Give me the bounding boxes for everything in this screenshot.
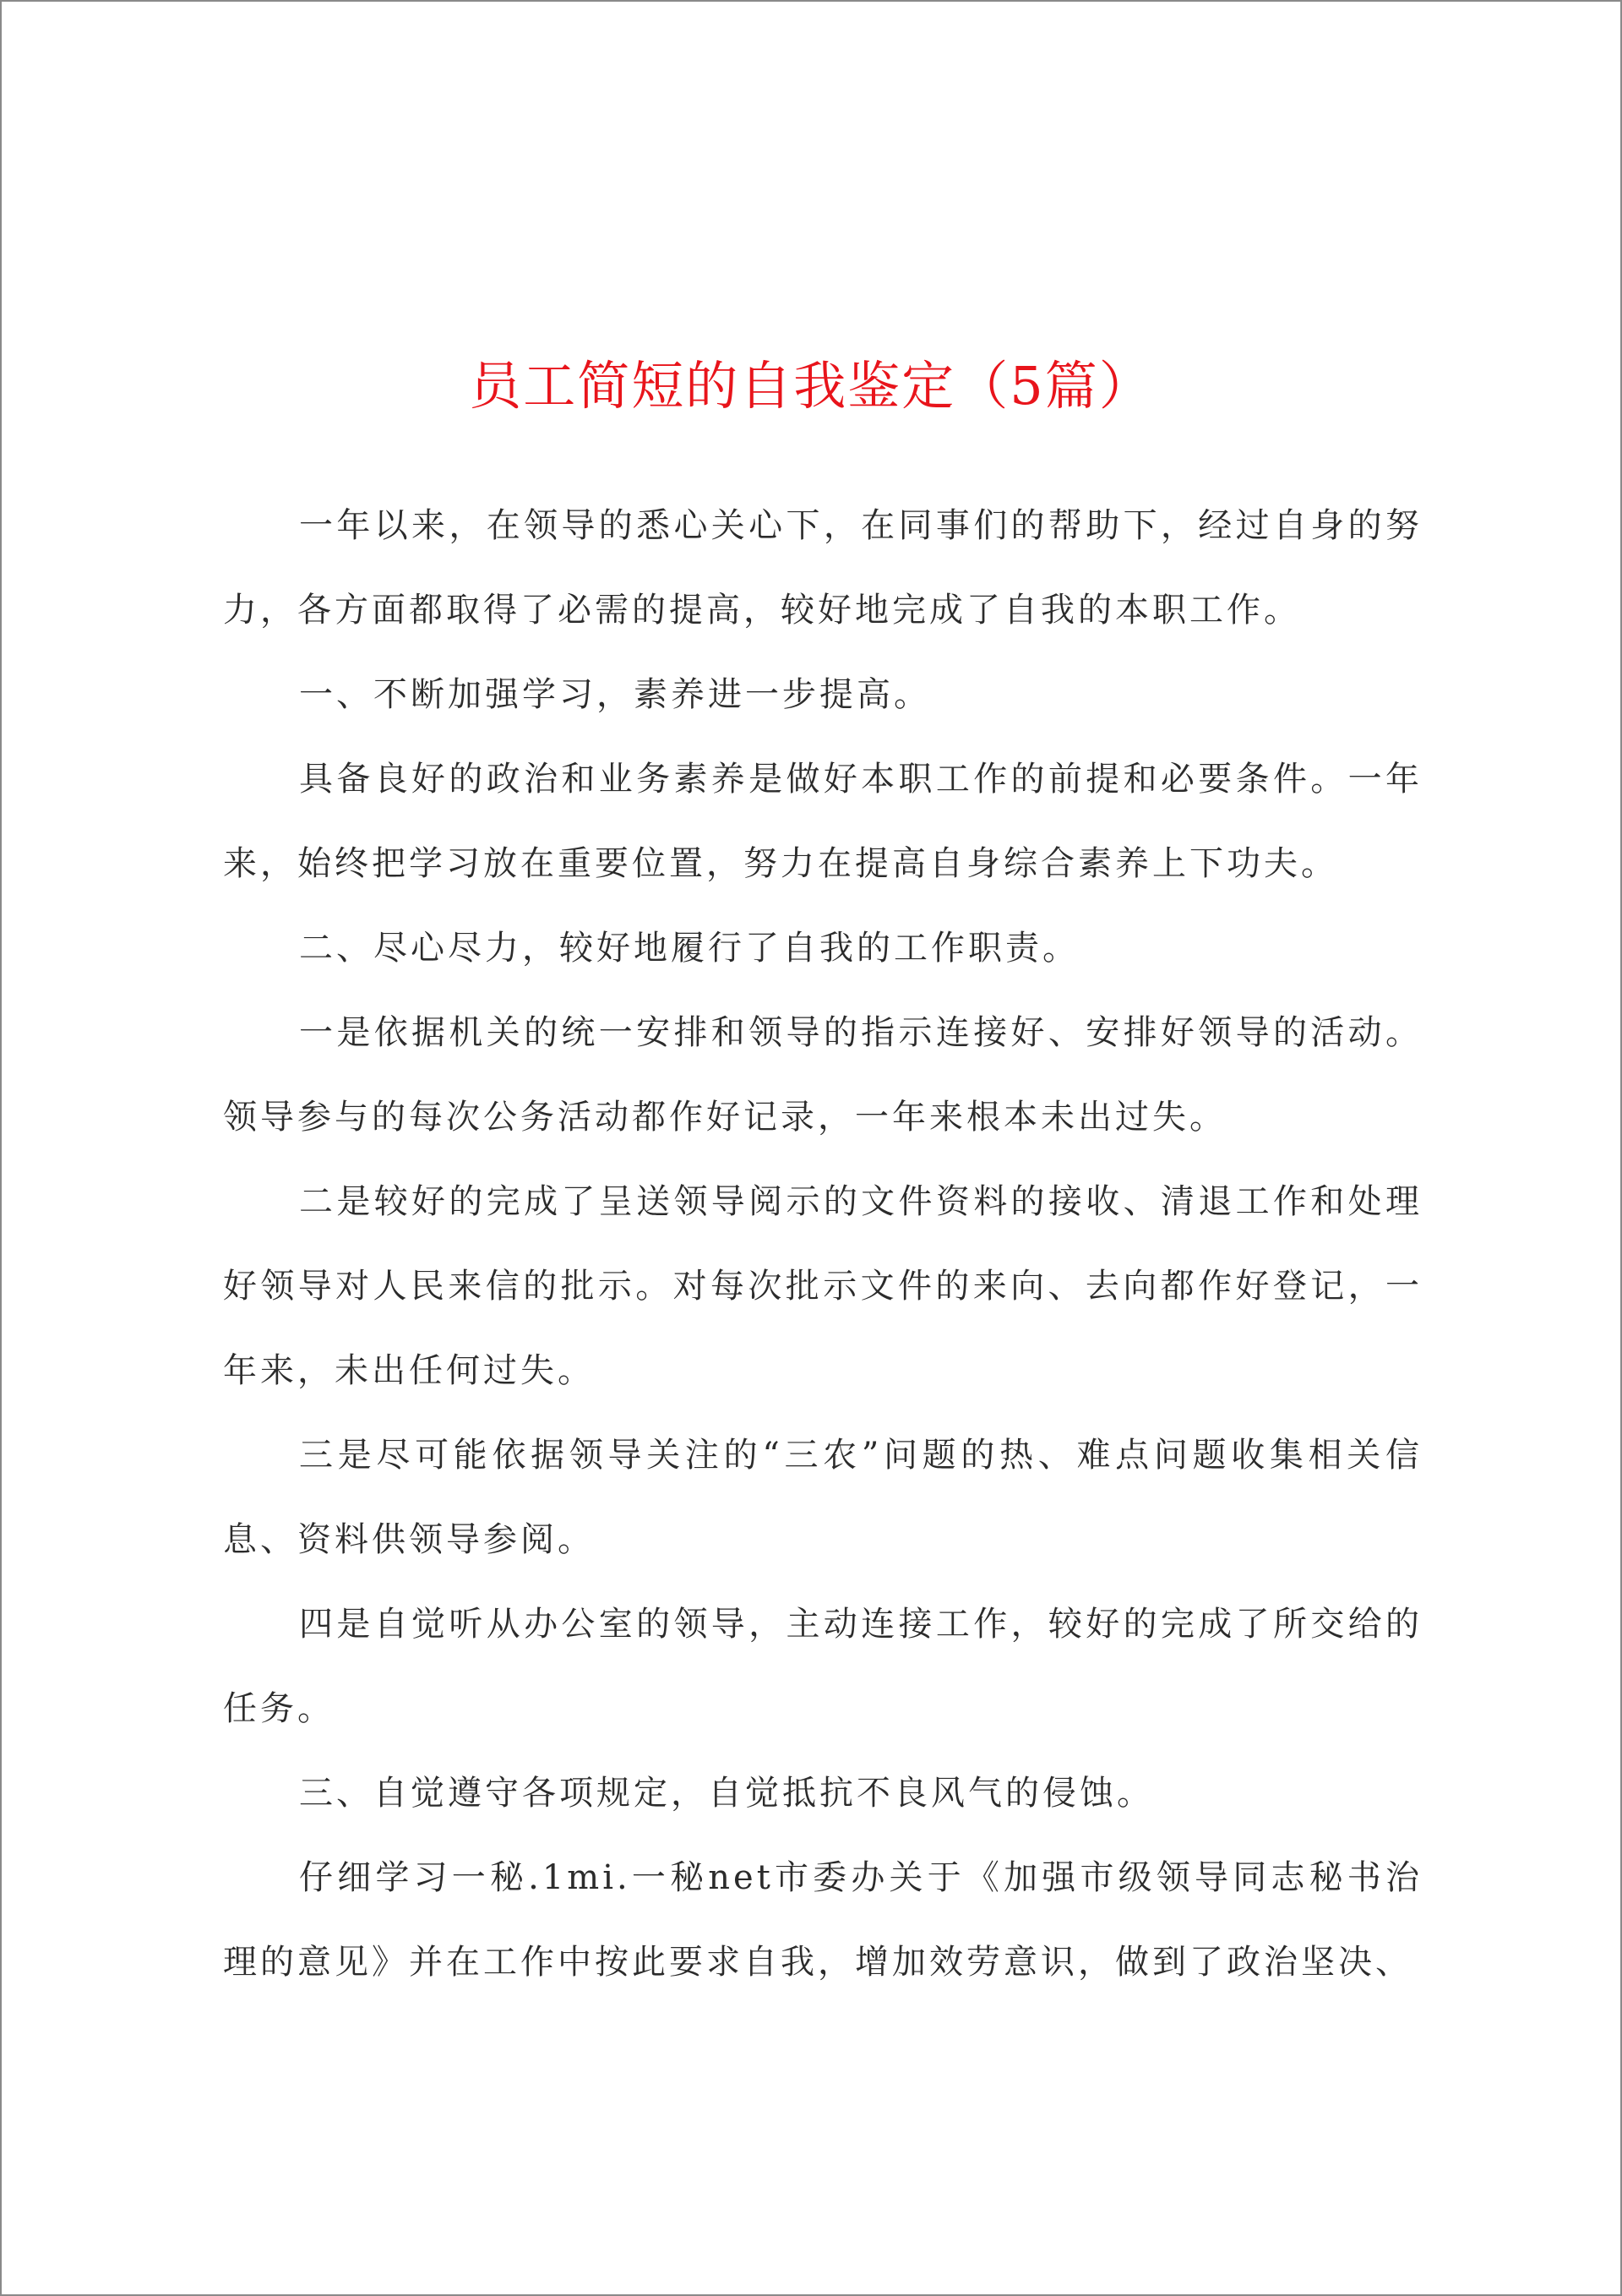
paragraph: 三是尽可能依据领导关注的“三农”问题的热、难点问题收集相关信息、资料供领导参阅。 — [223, 1436, 1423, 1559]
paragraph: 二、尽心尽力，较好地履行了自我的工作职责。 — [299, 929, 1080, 968]
paragraph: 一是依据机关的统一安排和领导的指示连接好、安排好领导的活动。领导参与的每次公务活动都作好记录，一年来根本未出过失。 — [223, 1013, 1423, 1137]
paragraph: 四是自觉听从办公室的领导，主动连接工作，较好的完成了所交给的任务。 — [223, 1605, 1423, 1728]
document-title: 员工简短的自我鉴定（5篇） — [469, 355, 1153, 417]
paragraph: 具备良好的政治和业务素养是做好本职工作的前提和必要条件。一年来，始终把学习放在重要位置，努力在提高自身综合素养上下功夫。 — [223, 760, 1423, 883]
document-body — [223, 483, 1423, 2004]
paragraph: 仔细学习一秘.1mi.一秘net市委办关于《加强市级领导同志秘书治理的意见》并在工作中按此要求自我，增加效劳意识，做到了政治坚决、 — [223, 1858, 1423, 1982]
paragraph: 二是较好的完成了呈送领导阅示的文件资料的接收、清退工作和处理好领导对人民来信的批示。对每次批示文件的来向、去向都作好登记，一年来，未出任何过失。 — [223, 1182, 1423, 1390]
paragraph: 三、自觉遵守各项规定，自觉抵抗不良风气的侵蚀。 — [299, 1774, 1154, 1813]
paragraph: 一年以来，在领导的悉心关心下，在同事们的帮助下，经过自身的努力，各方面都取得了必需的提高，较好地完成了自我的本职工作。 — [223, 506, 1423, 630]
paragraph: 一、不断加强学习，素养进一步提高。 — [299, 675, 931, 714]
